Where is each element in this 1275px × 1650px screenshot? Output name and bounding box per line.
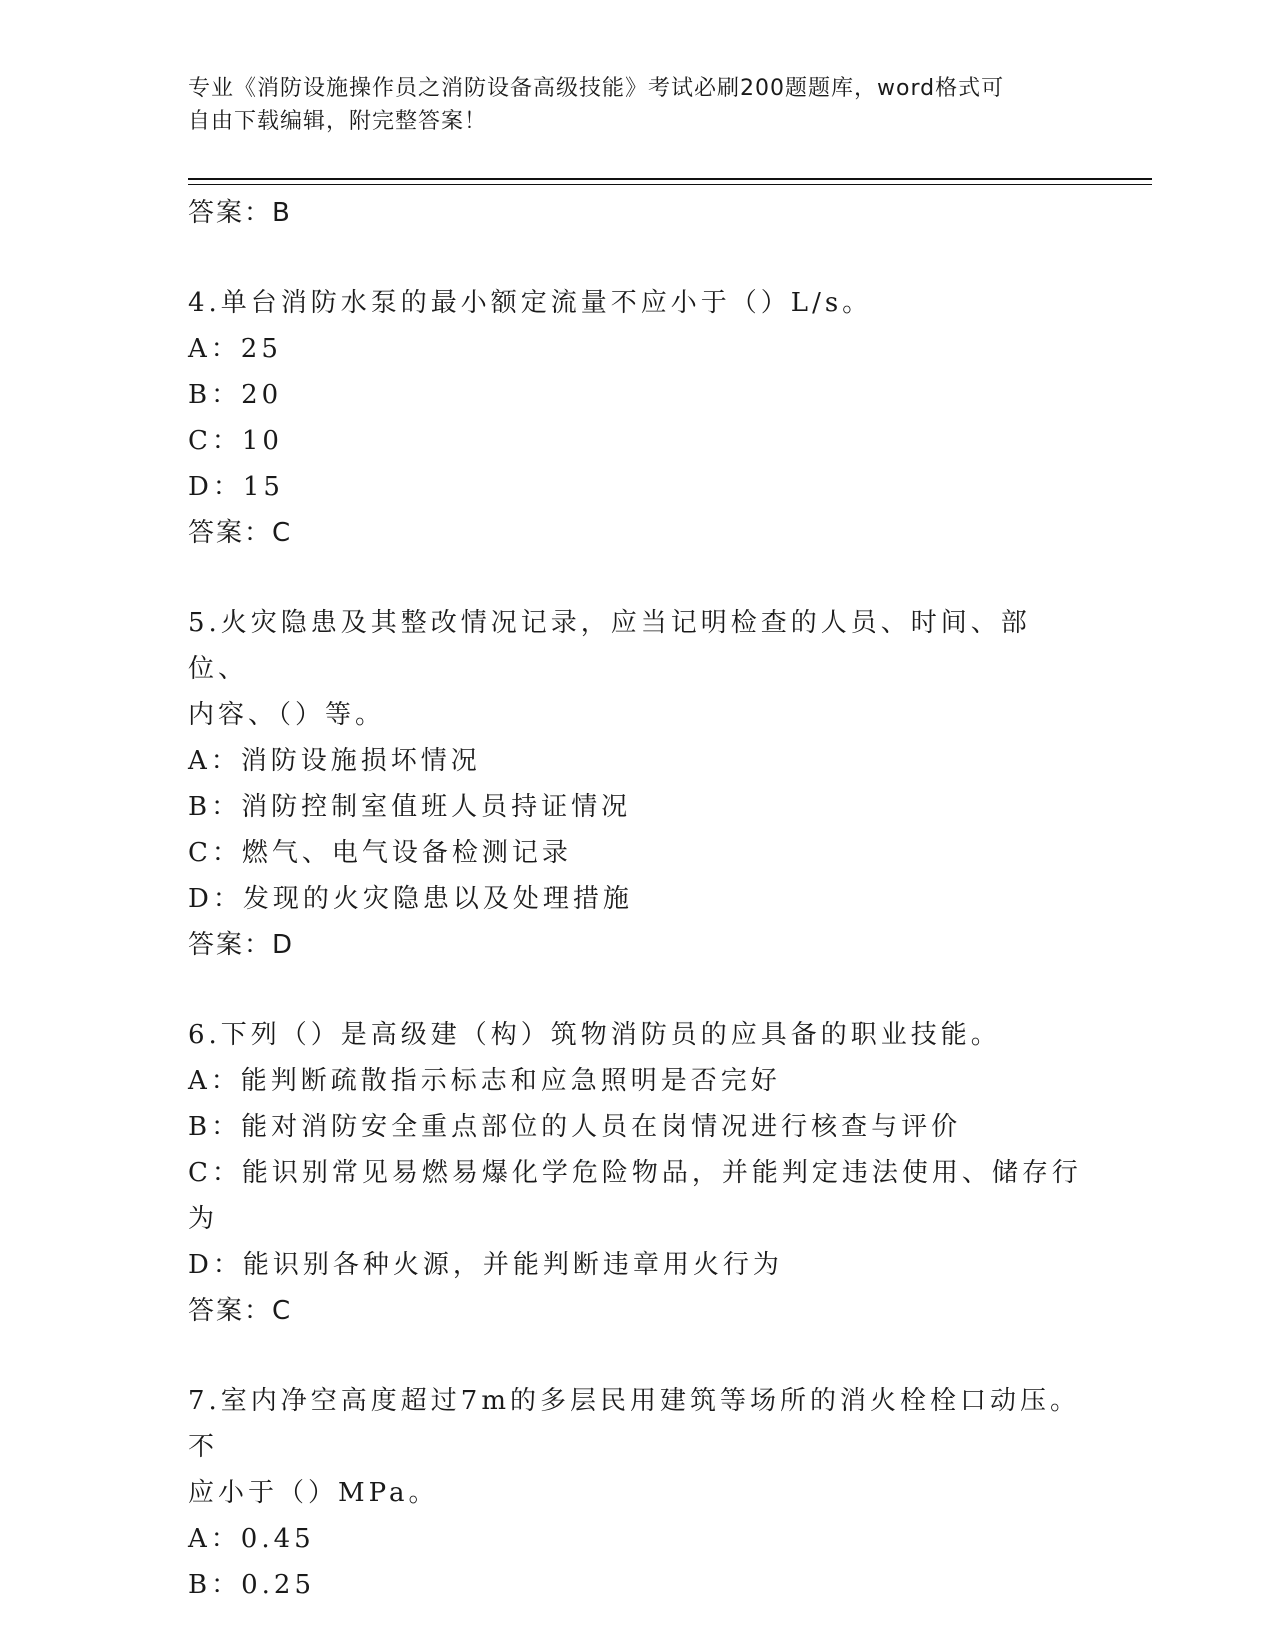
answer: 答案：D — [188, 930, 295, 960]
question-5 — [188, 600, 1088, 968]
answer-prev: 答案：B — [188, 198, 292, 228]
question-list — [188, 190, 1088, 1608]
option-a: A：能判断疏散指示标志和应急照明是否完好 — [188, 1066, 781, 1096]
question-7 — [188, 1378, 1088, 1608]
question-text: 6.下列（）是高级建（构）筑物消防员的应具备的职业技能。 — [188, 1020, 1001, 1050]
option-d: D：能识别各种火源，并能判断违章用火行为 — [188, 1250, 783, 1280]
option-d: D：发现的火灾隐患以及处理措施 — [188, 884, 633, 914]
question-text-line-2: 内容、（）等。 — [188, 700, 386, 730]
option-d: D：15 — [188, 472, 284, 502]
option-a: A：0.45 — [188, 1524, 315, 1554]
answer: 答案：C — [188, 1296, 293, 1326]
question-4 — [188, 280, 1088, 556]
answer: 答案：C — [188, 518, 293, 548]
option-c: C：能识别常见易燃易爆化学危险物品，并能判定违法使用、储存行为 — [188, 1158, 1082, 1234]
header-line-2: 自由下载编辑，附完整答案！ — [188, 109, 488, 134]
option-a: A：25 — [188, 334, 282, 364]
document-header — [188, 72, 1088, 138]
header-divider-thin — [188, 184, 1152, 185]
header-line-1: 专业《消防设施操作员之消防设备高级技能》考试必刷200题题库，word格式可 — [188, 76, 1005, 101]
option-c: C：燃气、电气设备检测记录 — [188, 838, 572, 868]
option-b: B：能对消防安全重点部位的人员在岗情况进行核查与评价 — [188, 1112, 962, 1142]
question-text: 4.单台消防水泵的最小额定流量不应小于（）L/s。 — [188, 288, 873, 318]
question-text-line-2: 应小于（）MPa。 — [188, 1478, 439, 1508]
option-a: A：消防设施损坏情况 — [188, 746, 481, 776]
question-6 — [188, 1012, 1088, 1334]
option-c: C：10 — [188, 426, 283, 456]
header-divider-thick — [188, 178, 1152, 180]
question-text-line-1: 5.火灾隐患及其整改情况记录，应当记明检查的人员、时间、部位、 — [188, 608, 1031, 684]
option-b: B：0.25 — [188, 1570, 315, 1600]
option-b: B：消防控制室值班人员持证情况 — [188, 792, 632, 822]
option-b: B：20 — [188, 380, 283, 410]
question-text-line-1: 7.室内净空高度超过7m的多层民用建筑等场所的消火栓栓口动压。不 — [188, 1386, 1081, 1462]
